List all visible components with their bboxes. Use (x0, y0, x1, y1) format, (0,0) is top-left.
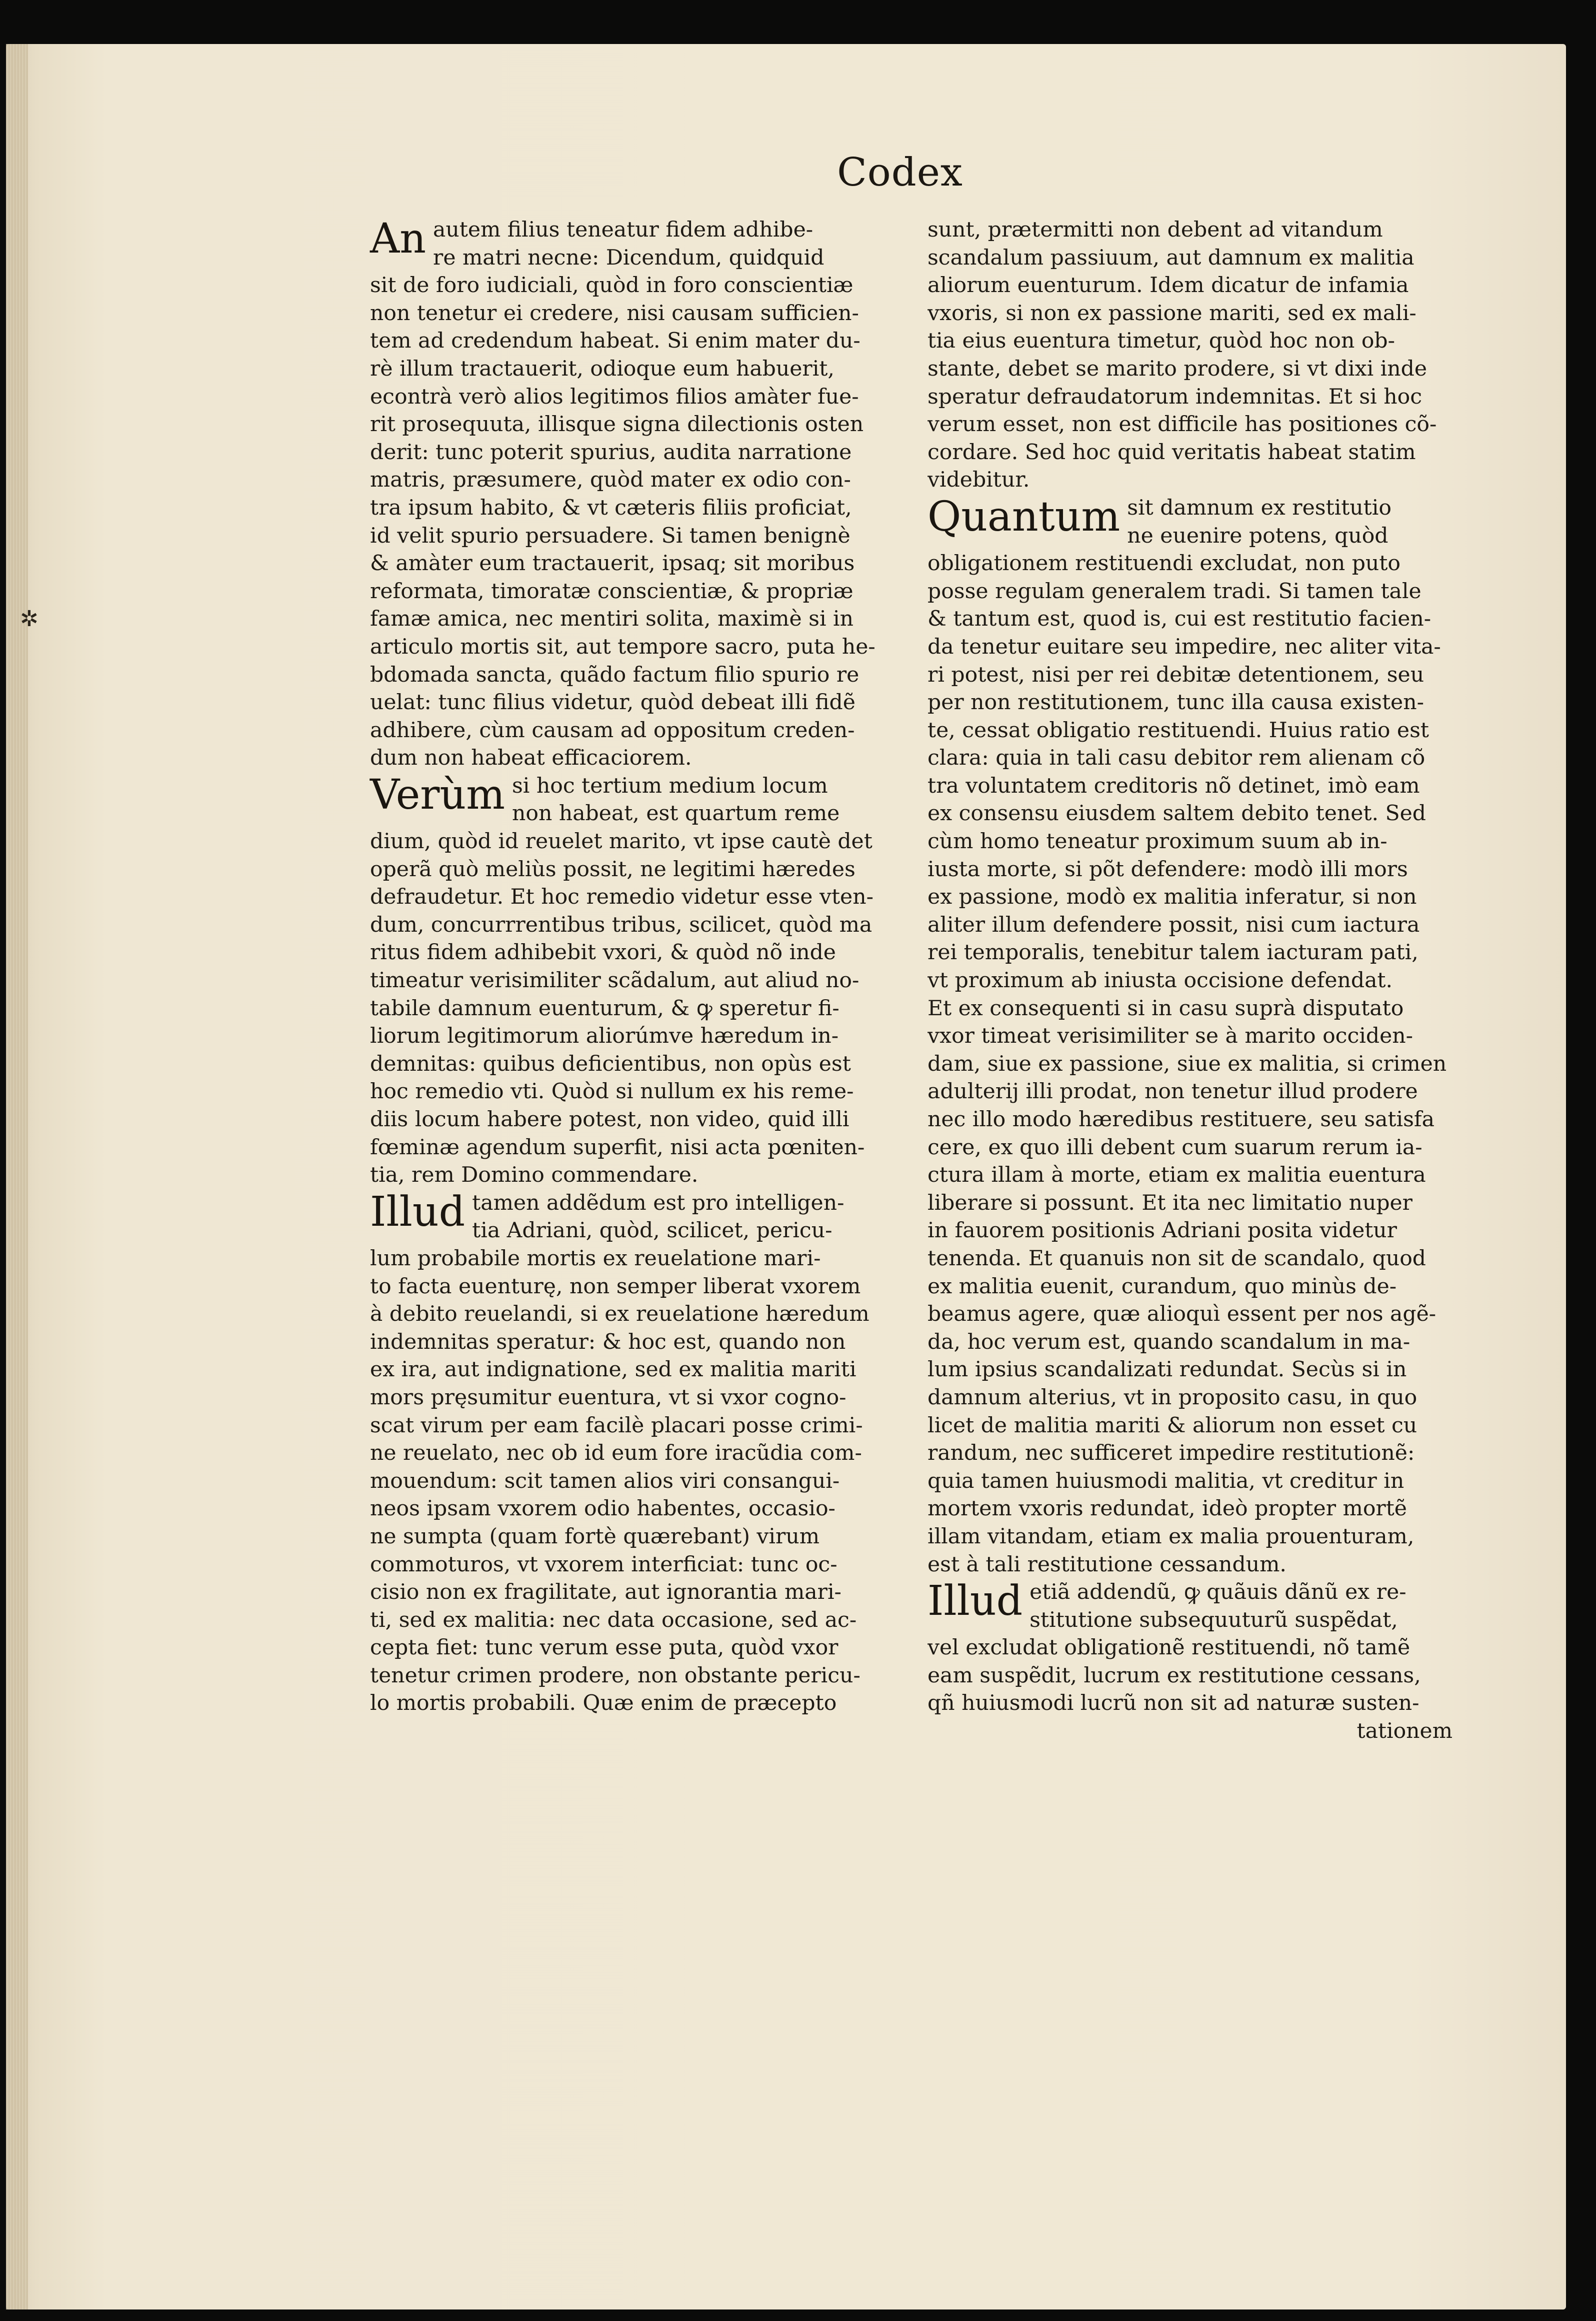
text-line: scandalum passiuum, aut damnum ex malitia (928, 245, 1414, 270)
text-line: dum non habeat efficaciorem. (370, 746, 692, 771)
continuation-text (928, 216, 1458, 494)
text-line: clara: quia in tali casu debitor rem alienam cõ (928, 746, 1426, 771)
text-line: commoturos, vt vxorem interficiat: tunc oc- (370, 1552, 838, 1577)
text-line: neos ipsam vxorem odio habentes, occasio- (370, 1496, 836, 1521)
text-line: tia eius euentura timetur, quòd hoc non ob- (928, 329, 1395, 354)
right-column (928, 216, 1458, 1745)
text-line: sit de foro iudiciali, quòd in foro conscientiæ (370, 273, 854, 298)
text-line: ex consensu eiusdem saltem debito tenet. Sed (928, 801, 1426, 826)
text-line: reformata, timoratæ conscientiæ, & propriæ (370, 579, 854, 604)
text-line: bdomada sancta, quãdo factum filio spurio re (370, 662, 860, 687)
initial-word: An (370, 215, 426, 263)
text-line: cordare. Sed hoc quid veritatis habeat statim (928, 440, 1416, 465)
text-line: tra voluntatem creditoris nõ detinet, imò eam (928, 773, 1420, 798)
paragraph-body (928, 1634, 1458, 1745)
text-line: ri potest, nisi per rei debitæ detentionem, seu (928, 662, 1424, 687)
text-line: defraudetur. Et hoc remedio videtur esse vten- (370, 885, 874, 910)
text-line: damnum alterius, vt in proposito casu, in quo (928, 1385, 1418, 1410)
text-line: demnitas: quibus deficientibus, non opùs est (370, 1051, 851, 1076)
text-line: tia Adriani, quòd, scilicet, pericu- (472, 1218, 832, 1243)
text-line: beamus agere, quæ alioquì essent per nos agẽ- (928, 1302, 1436, 1327)
text-line: videbitur. (928, 468, 1030, 493)
text-line: stitutione subsequuturũ suspẽdat, (1030, 1607, 1398, 1632)
text-line: to facta euenturę, non semper liberat vxorem (370, 1274, 861, 1299)
paragraph (370, 772, 900, 828)
paragraph-body (370, 828, 900, 1189)
text-line: non habeat, est quartum reme (512, 801, 840, 826)
paragraph-body (370, 1245, 900, 1717)
text-line: posse regulam generalem tradi. Si tamen tale (928, 579, 1422, 604)
text-line: operã quò meliùs possit, ne legitimi hæredes (370, 857, 856, 882)
text-line: famæ amica, nec mentiri solita, maximè si in (370, 607, 854, 632)
text-line: aliorum euenturum. Idem dicatur de infamia (928, 273, 1409, 298)
text-line: adhibere, cùm causam ad oppositum creden- (370, 718, 855, 743)
text-line: dam, siue ex passione, siue ex malitia, si crimen (928, 1051, 1447, 1076)
text-line: ex passione, modò ex malitia inferatur, si non (928, 885, 1417, 910)
text-line: mors pręsumitur euentura, vt si vxor cogno- (370, 1385, 846, 1410)
paragraph-body (370, 272, 900, 772)
margin-mark: ✲ (20, 606, 38, 632)
text-line: obligationem restituendi excludat, non puto (928, 551, 1400, 576)
text-line: etiã addendũ, ꝙ quãuis dãnũ ex re- (1030, 1580, 1406, 1605)
text-line: cùm homo teneatur proximum suum ab in- (928, 829, 1388, 854)
page-edge (6, 44, 28, 2309)
text-line: rè illum tractauerit, odioque eum habuerit, (370, 356, 834, 381)
text-line: Et ex consequenti si in casu suprà disputato (928, 996, 1404, 1021)
text-line: sit damnum ex restitutio (1127, 495, 1392, 520)
text-line: à debito reuelandi, si ex reuelatione hæredum (370, 1302, 870, 1327)
initial-word: Verùm (370, 771, 505, 819)
text-line: te, cessat obligatio restituendi. Huius ratio est (928, 718, 1429, 743)
text-line: ex ira, aut indignatione, sed ex malitia mariti (370, 1357, 856, 1382)
text-line: mortem vxoris redundat, ideò propter mortẽ (928, 1496, 1407, 1521)
text-line: dium, quòd id reuelet marito, vt ipse cautè det (370, 829, 872, 854)
text-line: randum, nec sufficeret impedire restitutionẽ: (928, 1441, 1415, 1466)
text-line: id velit spurio persuadere. Si tamen benignè (370, 523, 850, 548)
text-line: da, hoc verum est, quando scandalum in ma- (928, 1329, 1410, 1354)
left-column (370, 216, 900, 1717)
text-line: fœminæ agendum superfit, nisi acta pœniten- (370, 1135, 865, 1160)
text-line: non tenetur ei credere, nisi causam sufficien- (370, 301, 859, 326)
text-line: uelat: tunc filius videtur, quòd debeat illi fidẽ (370, 690, 856, 715)
initial-word: Quantum (928, 493, 1120, 541)
paragraph (370, 216, 900, 272)
text-line: & tantum est, quod is, cui est restitutio facien- (928, 607, 1432, 632)
text-line: autem filius teneatur fidem adhibe- (433, 218, 814, 242)
text-line: illam vitandam, etiam ex malia prouenturam, (928, 1524, 1414, 1549)
text-line: cisio non ex fragilitate, aut ignorantia mari- (370, 1580, 842, 1605)
text-line: ritus fidem adhibebit vxori, & quòd nõ inde (370, 940, 836, 965)
text-line: quia tamen huiusmodi malitia, vt creditur in (928, 1468, 1404, 1493)
text-line: liorum legitimorum aliorúmve hæredum in- (370, 1024, 839, 1049)
initial-word: Illud (928, 1577, 1023, 1625)
paragraph (928, 1578, 1458, 1634)
text-line: rit prosequuta, illisque signa dilectionis osten (370, 412, 864, 437)
text-line: matris, præsumere, quòd mater ex odio con- (370, 468, 851, 493)
text-line: cepta fiet: tunc verum esse puta, quòd vxor (370, 1635, 838, 1660)
text-line: tabile damnum euenturum, & ꝙ speretur fi- (370, 996, 840, 1021)
text-line: vel excludat obligationẽ restituendi, nõ tamẽ (928, 1635, 1410, 1660)
text-line: derit: tunc poterit spurius, audita narratione (370, 440, 852, 465)
paragraph (370, 1189, 900, 1245)
text-line: ctura illam à morte, etiam ex malitia euentura (928, 1163, 1426, 1188)
text-line: cere, ex quo illi debent cum suarum rerum ia- (928, 1135, 1422, 1160)
text-line: tenenda. Et quanuis non sit de scandalo, quod (928, 1246, 1426, 1271)
text-line: ne sumpta (quam fortè quærebant) virum (370, 1524, 820, 1549)
text-line: aliter illum defendere possit, nisi cum iactura (928, 912, 1420, 937)
text-line: re matri necne: Dicendum, quidquid (433, 245, 824, 270)
text-line: tenetur crimen prodere, non obstante pericu- (370, 1663, 860, 1688)
text-line: lum ipsius scandalizati redundat. Secùs si in (928, 1357, 1407, 1382)
initial-word: Illud (370, 1188, 466, 1236)
text-line: sunt, prætermitti non debent ad vitandum (928, 218, 1383, 242)
text-line: verum esset, non est difficile has positiones cõ- (928, 412, 1437, 437)
text-line: indemnitas speratur: & hoc est, quando non (370, 1329, 846, 1354)
text-line: & amàter eum tractauerit, ipsaq; sit moribus (370, 551, 855, 576)
text-line: tamen addẽdum est pro intelligen- (472, 1190, 844, 1215)
text-line: ti, sed ex malitia: nec data occasione, sed ac- (370, 1607, 857, 1632)
text-line: liberare si possunt. Et ita nec limitatio nuper (928, 1190, 1412, 1215)
text-line: timeatur verisimiliter scãdalum, aut aliud no- (370, 968, 860, 993)
text-line: in fauorem positionis Adriani posita videtur (928, 1218, 1397, 1243)
text-line: lo mortis probabili. Quæ enim de præcepto (370, 1691, 837, 1716)
text-line: diis locum habere potest, non video, quid illi (370, 1107, 850, 1132)
text-line: si hoc tertium medium locum (512, 773, 828, 798)
catchword: tationem (1356, 1719, 1452, 1744)
text-line: per non restitutionem, tunc illa causa existen- (928, 690, 1424, 715)
text-line: tra ipsum habito, & vt cæteris filiis proficiat, (370, 495, 852, 520)
text-line: iusta morte, si põt defendere: modò illi mors (928, 857, 1408, 882)
text-line: ex malitia euenit, curandum, quo minùs de- (928, 1274, 1397, 1299)
text-line: tia, rem Domino commendare. (370, 1163, 698, 1188)
text-line: ne reuelato, nec ob id eum fore iracũdia com- (370, 1441, 862, 1466)
text-line: scat virum per eam facilè placari posse crimi- (370, 1413, 863, 1438)
text-line: rei temporalis, tenebitur talem iacturam pati, (928, 940, 1418, 965)
text-line: econtrà verò alios legitimos filios amàter fue- (370, 384, 859, 409)
text-line: licet de malitia mariti & aliorum non esset cu (928, 1413, 1418, 1438)
text-line: qñ huiusmodi lucrũ non sit ad naturæ susten- (928, 1691, 1420, 1716)
text-line: vt proximum ab iniusta occisione defendat. (928, 968, 1393, 993)
paragraph-body (928, 550, 1458, 1578)
text-line: da tenetur euitare seu impedire, nec aliter vita- (928, 634, 1441, 659)
text-line: mouendum: scit tamen alios viri consangui- (370, 1468, 840, 1493)
text-line: lum probabile mortis ex reuelatione mari- (370, 1246, 821, 1271)
text-line: nec illo modo hæredibus restituere, seu satisfa (928, 1107, 1434, 1132)
text-line: est à tali restitutione cessandum. (928, 1552, 1286, 1577)
text-line: vxoris, si non ex passione mariti, sed ex mali- (928, 301, 1416, 326)
running-head: Codex (837, 150, 963, 195)
paragraph (928, 494, 1458, 550)
text-line: adulterij illi prodat, non tenetur illud prodere (928, 1079, 1418, 1104)
text-line: dum, concurrrentibus tribus, scilicet, quòd ma (370, 912, 872, 937)
text-line: tem ad credendum habeat. Si enim mater du- (370, 329, 860, 354)
text-line: eam suspẽdit, lucrum ex restitutione cessans, (928, 1663, 1421, 1688)
text-line: stante, debet se marito prodere, si vt dixi inde (928, 356, 1427, 381)
text-line: speratur defraudatorum indemnitas. Et si hoc (928, 384, 1422, 409)
text-line: ne euenire potens, quòd (1127, 523, 1388, 548)
text-line: vxor timeat verisimiliter se à marito occiden- (928, 1024, 1413, 1049)
text-line: articulo mortis sit, aut tempore sacro, puta he- (370, 634, 876, 659)
text-line: hoc remedio vti. Quòd si nullum ex his reme- (370, 1079, 854, 1104)
